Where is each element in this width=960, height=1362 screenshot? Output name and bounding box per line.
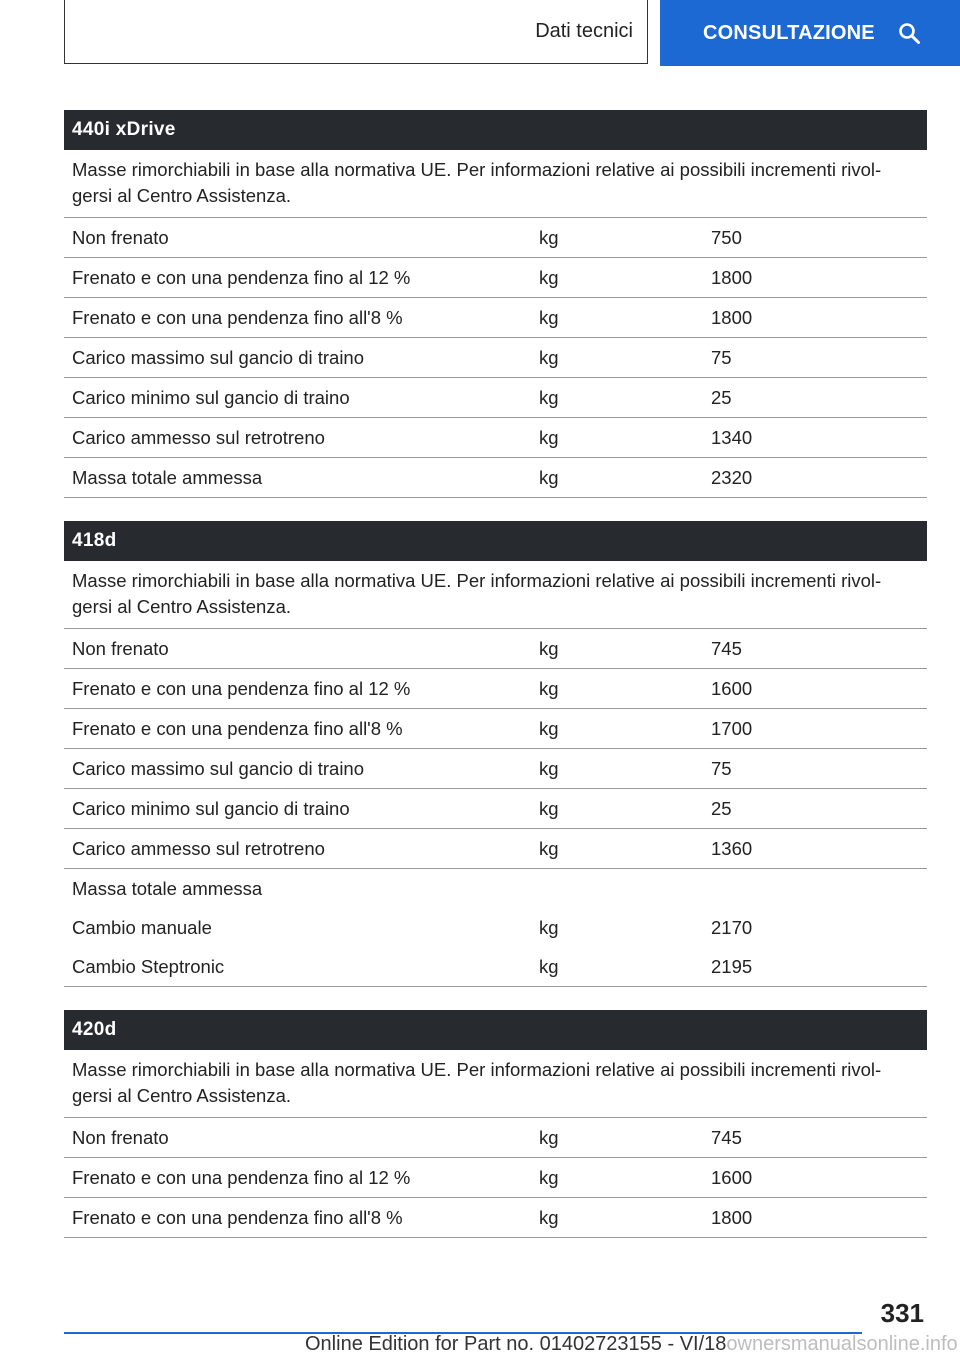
table-row (64, 298, 927, 338)
row-value: 75 (711, 346, 732, 368)
row-unit: kg (539, 1206, 559, 1228)
row-value: 745 (711, 1126, 742, 1148)
row-label: Frenato e con una pendenza fino all'8 % (72, 717, 403, 739)
watermark-text: ownersmanualsonline.info (726, 1333, 958, 1355)
table-row (64, 749, 927, 789)
row-label: Non frenato (72, 226, 169, 248)
row-label: Massa totale ammessa (72, 877, 263, 899)
page-number: 331 (880, 1298, 924, 1328)
table-title: 440i xDrive (64, 110, 927, 150)
table-note: Masse rimorchiabili in base alla normativa UE. Per informazioni relative ai possibili incrementi rivol-gersi al Centro Assistenza. (64, 561, 927, 629)
table-row (64, 1158, 927, 1198)
row-unit: kg (539, 837, 559, 859)
row-unit: kg (539, 1126, 559, 1148)
row-unit: kg (539, 1166, 559, 1188)
row-value: 750 (711, 226, 742, 248)
row-label: Non frenato (72, 637, 169, 659)
table-title: 420d (64, 1010, 927, 1050)
table-row (64, 378, 927, 418)
row-unit: kg (539, 955, 559, 977)
row-label: Frenato e con una pendenza fino all'8 % (72, 1206, 403, 1228)
row-value: 25 (711, 386, 732, 408)
row-unit: kg (539, 466, 559, 488)
row-unit: kg (539, 757, 559, 779)
table-row (64, 829, 927, 869)
row-value: 2195 (711, 955, 753, 977)
table-row (64, 669, 927, 709)
row-label: Cambio manuale (72, 916, 212, 938)
row-value: 2320 (711, 466, 753, 488)
row-label: Carico ammesso sul retrotreno (72, 837, 325, 859)
table-row (64, 1198, 927, 1238)
row-value: 75 (711, 757, 732, 779)
row-value: 1800 (711, 266, 753, 288)
row-unit: kg (539, 346, 559, 368)
footer-edition (305, 1333, 958, 1356)
table-row (64, 218, 927, 258)
row-label: Carico massimo sul gancio di traino (72, 346, 365, 368)
row-unit: kg (539, 386, 559, 408)
table-row (64, 338, 927, 378)
section-title: Dati tecnici (535, 20, 633, 42)
spec-table-440i (64, 110, 927, 498)
table-note: Masse rimorchiabili in base alla normativa UE. Per informazioni relative ai possibili incrementi rivol-gersi al Centro Assistenza. (64, 1050, 927, 1118)
row-label: Carico massimo sul gancio di traino (72, 757, 365, 779)
row-label: Carico minimo sul gancio di traino (72, 797, 350, 819)
row-value: 1700 (711, 717, 753, 739)
row-unit: kg (539, 677, 559, 699)
row-unit: kg (539, 226, 559, 248)
row-unit: kg (539, 637, 559, 659)
row-label: Massa totale ammessa (72, 466, 263, 488)
table-row (64, 789, 927, 829)
row-value: 1340 (711, 426, 753, 448)
table-row (64, 458, 927, 498)
table-row (64, 629, 927, 669)
table-title: 418d (64, 521, 927, 561)
row-unit: kg (539, 306, 559, 328)
row-unit: kg (539, 426, 559, 448)
row-value: 1800 (711, 306, 753, 328)
row-unit: kg (539, 717, 559, 739)
table-row (64, 418, 927, 458)
table-row (64, 1118, 927, 1158)
row-label: Cambio Steptronic (72, 955, 225, 977)
row-label: Frenato e con una pendenza fino al 12 % (72, 1166, 411, 1188)
row-label: Frenato e con una pendenza fino al 12 % (72, 266, 411, 288)
table-row (64, 947, 927, 987)
spec-table-418d (64, 521, 927, 987)
row-value: 1600 (711, 677, 753, 699)
table-row (64, 908, 927, 947)
table-row (64, 869, 927, 908)
table-row (64, 709, 927, 749)
consultazione-button[interactable] (660, 0, 960, 66)
edition-text: Online Edition for Part no. 01402723155 - VI/18 (305, 1333, 727, 1355)
row-value: 1800 (711, 1206, 753, 1228)
table-note: Masse rimorchiabili in base alla normativa UE. Per informazioni relative ai possibili incrementi rivol-gersi al Centro Assistenza. (64, 150, 927, 218)
header-section-box (64, 0, 648, 64)
row-unit: kg (539, 916, 559, 938)
spec-table-420d (64, 1010, 927, 1238)
row-label: Carico ammesso sul retrotreno (72, 426, 325, 448)
search-icon (897, 21, 921, 45)
row-value: 1600 (711, 1166, 753, 1188)
row-value: 745 (711, 637, 742, 659)
row-label: Frenato e con una pendenza fino al 12 % (72, 677, 411, 699)
row-value: 1360 (711, 837, 753, 859)
row-label: Frenato e con una pendenza fino all'8 % (72, 306, 403, 328)
row-unit: kg (539, 797, 559, 819)
consultazione-label: CONSULTAZIONE (703, 21, 875, 44)
row-unit: kg (539, 266, 559, 288)
table-row (64, 258, 927, 298)
row-label: Non frenato (72, 1126, 169, 1148)
row-value: 25 (711, 797, 732, 819)
row-value: 2170 (711, 916, 753, 938)
row-label: Carico minimo sul gancio di traino (72, 386, 350, 408)
